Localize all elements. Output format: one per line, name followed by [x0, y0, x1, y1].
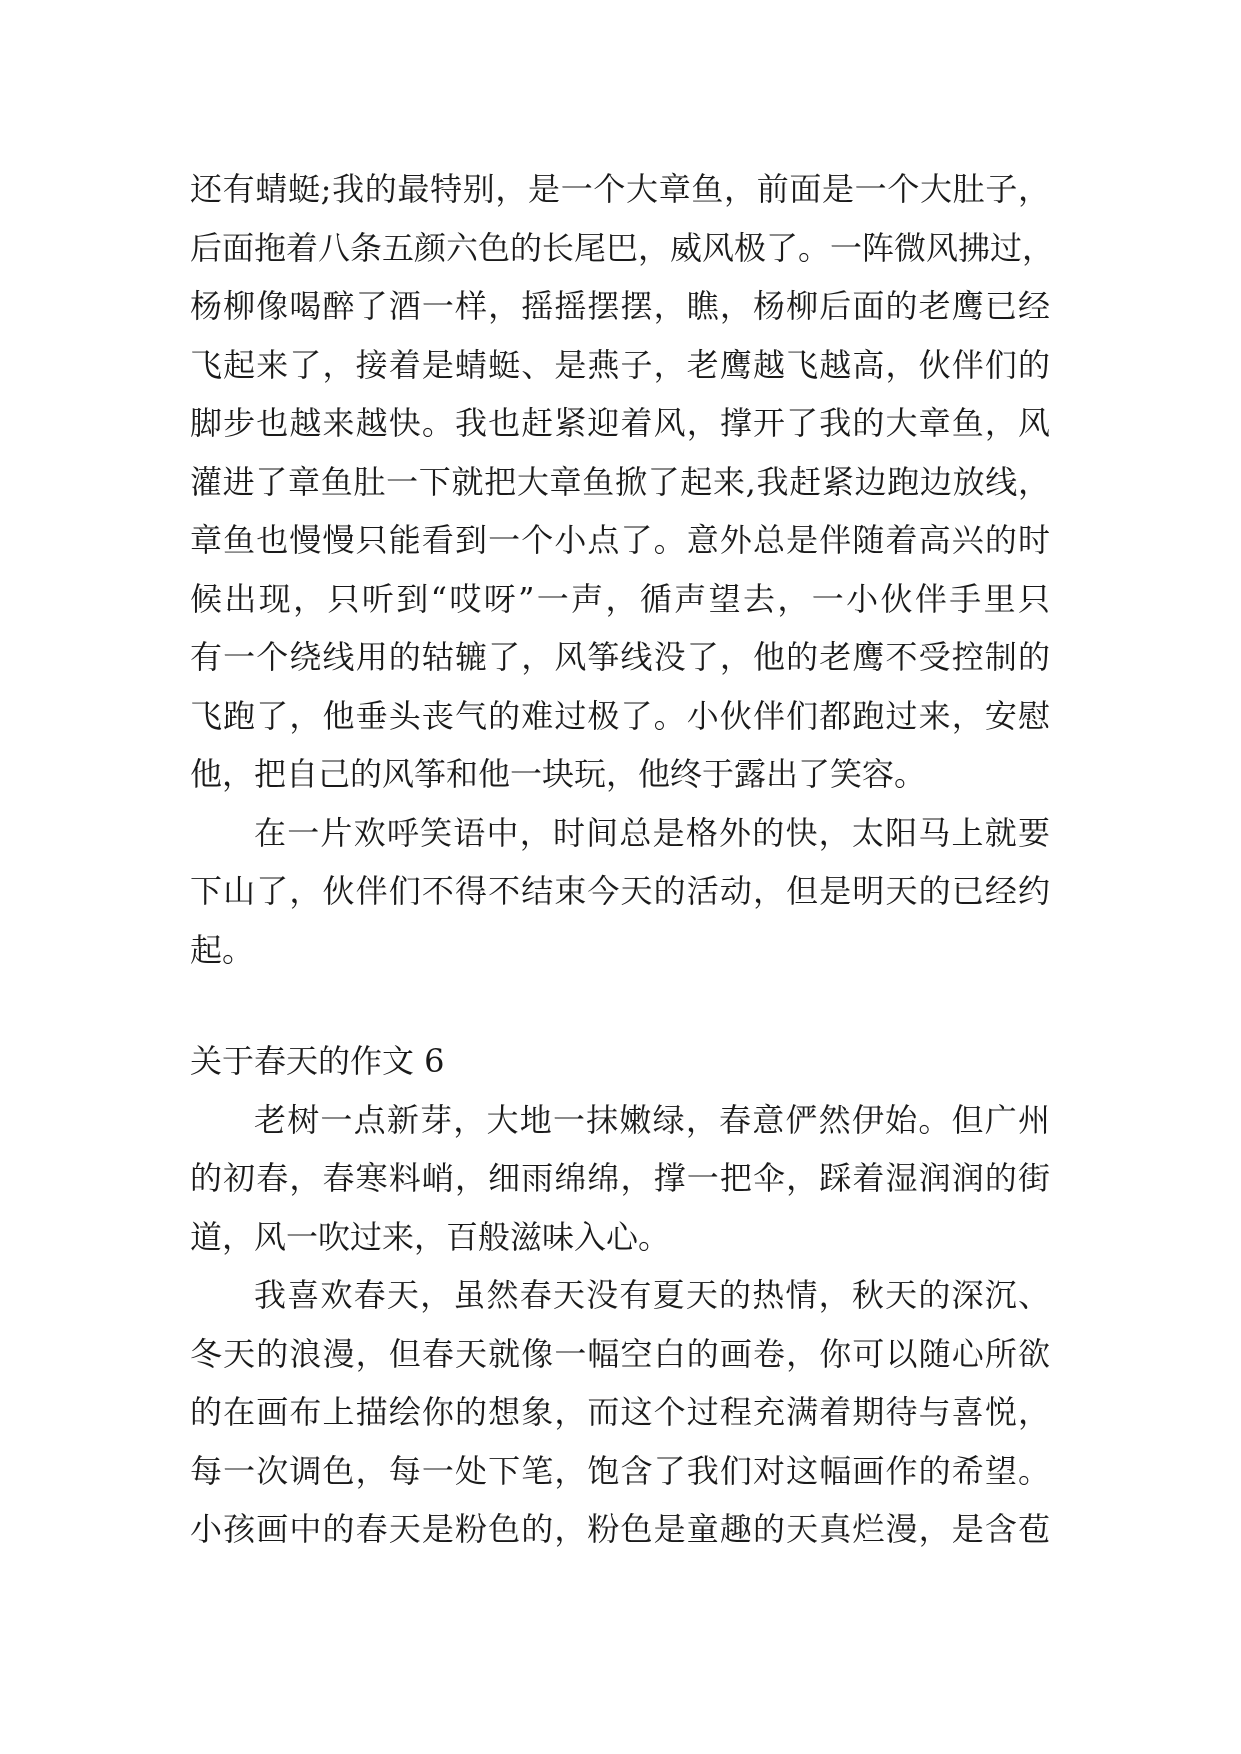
text-line: 飞跑了，他垂头丧气的难过极了。小伙伴们都跑过来，安慰: [190, 696, 1050, 735]
text-line: 飞起来了，接着是蜻蜓、是燕子，老鹰越飞越高，伙伴们的: [190, 345, 1050, 384]
text-line: 我喜欢春天，虽然春天没有夏天的热情，秋天的深沉、: [254, 1276, 1050, 1314]
paragraph: [190, 160, 1055, 804]
text-line: 候出现，只听到“哎呀”一声，循声望去，一小伙伴手里只: [190, 579, 1050, 618]
text-line: 他，把自己的风筝和他一块玩，他终于露出了笑容。: [190, 755, 927, 793]
text-line: 杨柳像喝醉了酒一样，摇摇摆摆，瞧，杨柳后面的老鹰已经: [190, 287, 1050, 325]
text-line: 每一次调色，每一处下笔，饱含了我们对这幅画作的希望。: [190, 1451, 1050, 1490]
text-line: 灌进了章鱼肚一下就把大章鱼掀了起来,我赶紧边跑边放线，: [190, 462, 1050, 501]
text-line: 有一个绕线用的轱辘了，风筝线没了，他的老鹰不受控制的: [190, 638, 1050, 676]
text-line: 下山了，伙伴们不得不结束今天的活动，但是明天的已经约: [190, 872, 1050, 910]
text-line: 脚步也越来越快。我也赶紧迎着风，撑开了我的大章鱼，风: [190, 404, 1050, 442]
text-line: 小孩画中的春天是粉色的，粉色是童趣的天真烂漫，是含苞: [190, 1510, 1050, 1548]
text-line: 在一片欢呼笑语中，时间总是格外的快，太阳马上就要: [254, 813, 1050, 852]
paragraph: [190, 804, 1050, 980]
text-line: 的初春，春寒料峭，细雨绵绵，撑一把伞，踩着湿润润的街: [190, 1159, 1050, 1197]
text-line: 冬天的浪漫，但春天就像一幅空白的画卷，你可以随心所欲: [190, 1334, 1050, 1373]
essay-section-2: [190, 1032, 1050, 1559]
paragraph: [190, 1091, 1050, 1267]
text-line: 后面拖着八条五颜六色的长尾巴，威风极了。一阵微风拂过，: [190, 228, 1055, 267]
text-line: 的在画布上描绘你的想象，而这个过程充满着期待与喜悦，: [190, 1393, 1050, 1431]
text-line: 起。: [190, 930, 255, 969]
essay-section-1: [190, 160, 1055, 979]
text-line: 还有蜻蜓;我的最特别，是一个大章鱼，前面是一个大肚子，: [190, 170, 1050, 208]
text-line: 老树一点新芽，大地一抹嫩绿，春意俨然伊始。但广州: [254, 1100, 1050, 1139]
essay-title: 关于春天的作文 6: [190, 1042, 445, 1080]
paragraph: [190, 1266, 1050, 1559]
text-line: 道，风一吹过来，百般滋味入心。: [190, 1217, 671, 1256]
text-line: 章鱼也慢慢只能看到一个小点了。意外总是伴随着高兴的时: [190, 521, 1050, 559]
